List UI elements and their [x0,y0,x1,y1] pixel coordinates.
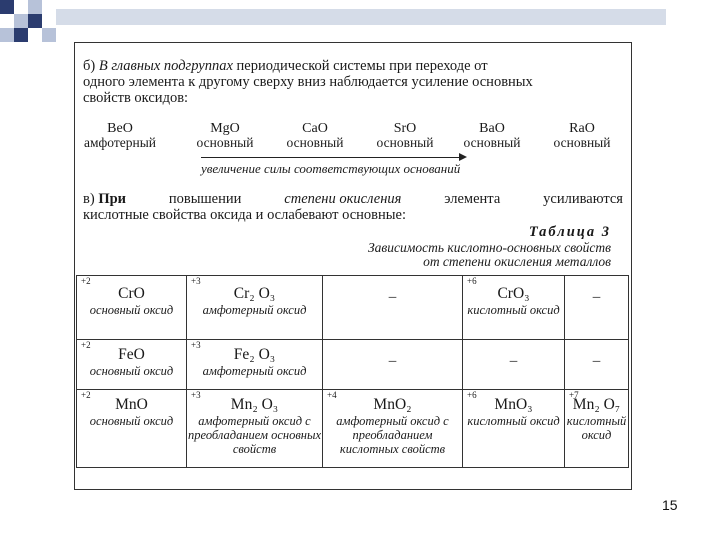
cell-cr2o3: +3 Cr₂ O₃ амфотерный оксид [187,276,323,340]
oxide-rao: RaO основный [553,121,611,150]
decor-square-3 [28,0,42,14]
increase-arrow-line [201,157,461,158]
table-caption-line2: от степени окисления металлов [423,254,611,269]
cell-mn2o7: +7 Mn₂ O₇ кислотный оксид [565,390,629,468]
cell-cro3: +6 CrO₃ кислотный оксид [463,276,565,340]
page-number: 15 [662,497,678,513]
cell-dash: – [565,340,629,390]
cell-dash: – [323,340,463,390]
decor-square-6 [14,28,28,42]
oxidation-table [76,275,629,468]
section-b-line3: свойств оксидов: [83,90,189,106]
oxide-cao: CaO основный [286,121,344,150]
cell-cro: +2 CrO основный оксид [77,276,187,340]
header-bar [56,9,666,25]
cell-mno: +2 MnO основный оксид [77,390,187,468]
table-caption-line1: Зависимость кислотно-основных свойств [368,240,611,255]
table-row-fe [77,340,629,390]
arrow-caption: увеличение силы соответствующих оснований [201,161,461,176]
section-c-line1: в) При повышении степени окисления элемента усиливаются [83,191,623,207]
decor-square-5 [28,14,42,28]
table-row-mn [77,390,629,468]
cell-dash: – [463,340,565,390]
section-b-line1: б) В главных подгруппах периодической системы при переходе от [83,58,488,74]
decor-square-4 [0,28,14,42]
cell-feo: +2 FeO основный оксид [77,340,187,390]
oxide-beo: BeO амфотерный [83,121,156,150]
cell-mno2: +4 MnO₂ амфотерный оксид с преобладанием кислотных свойств [323,390,463,468]
cell-dash: – [565,276,629,340]
decor-square-1 [0,0,14,14]
oxide-mgo: MgO основный [196,121,254,150]
section-b-emphasis: В главных подгруппах [98,58,233,74]
decor-square-2 [14,14,28,28]
table-row-cr [77,276,629,340]
cell-fe2o3: +3 Fe₂ O₃ амфотерный оксид [187,340,323,390]
section-b-line2: одного элемента к другому сверху вниз наблюдается усиление основных [83,74,533,90]
oxide-sro: SrO основный [376,121,434,150]
table-title: Таблица 3 [528,224,611,240]
arrow-head-icon [459,153,467,161]
cell-dash: – [323,276,463,340]
cell-mno3: +6 MnO₃ кислотный оксид [463,390,565,468]
cell-mn2o3: +3 Mn₂ O₃ амфотерный оксид с преобладанием основных свойств [187,390,323,468]
decor-square-7 [42,28,56,42]
section-c-line2: кислотные свойства оксида и ослабевают основные: [83,207,406,223]
slide-content-frame [74,42,632,490]
oxide-bao: BaO основный [463,121,521,150]
section-c-emphasis: степени окисления [284,191,402,207]
